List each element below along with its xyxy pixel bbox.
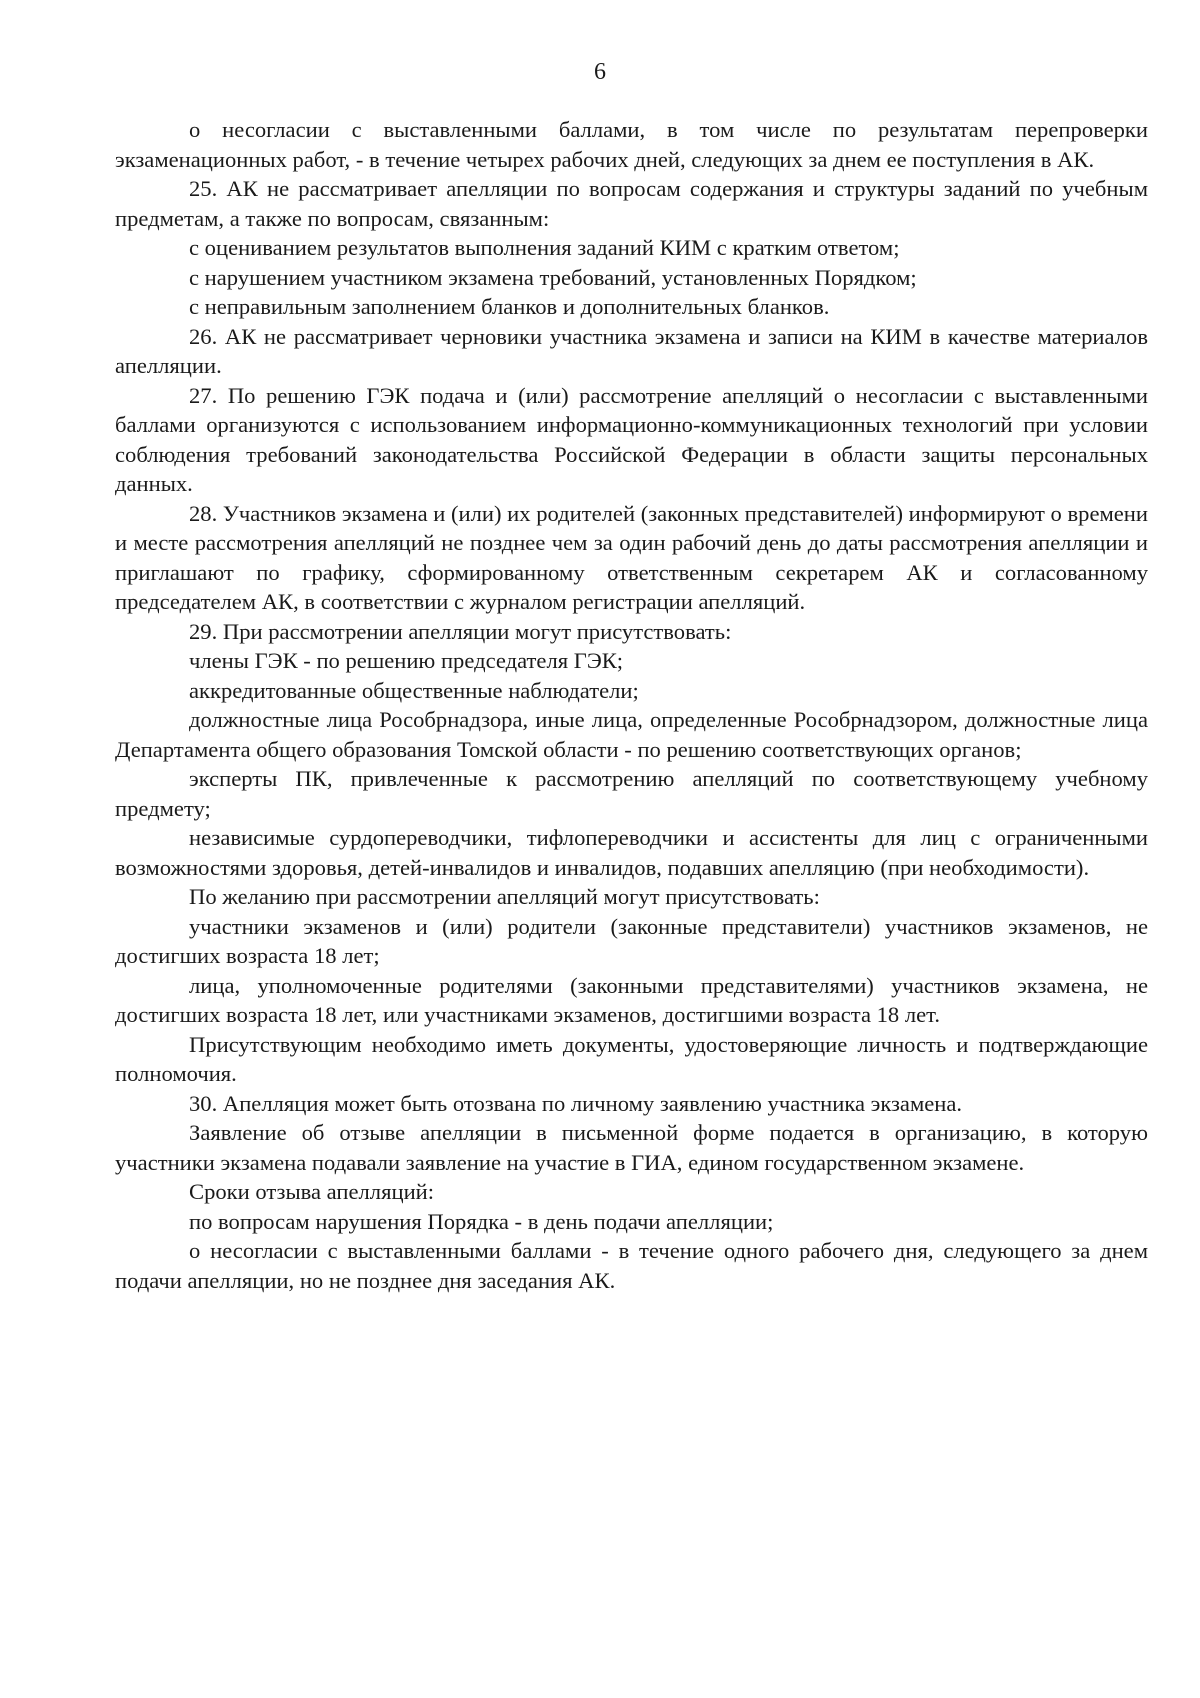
- list-item: члены ГЭК - по решению председателя ГЭК;: [189, 648, 624, 673]
- paragraph: По желанию при рассмотрении апелляций могут присутствовать:: [189, 884, 820, 909]
- list-item: с неправильным заполнением бланков и дополнительных бланков.: [189, 294, 830, 319]
- paragraph-29: 29. При рассмотрении апелляции могут присутствовать:: [189, 618, 732, 644]
- paragraph: Заявление об отзыве апелляции в письменной форме подается в организацию, в которую участники экзамена подавали заявление на участие в ГИА, едином государственном экзамене.: [115, 1120, 1148, 1175]
- paragraph-28: 28. Участников экзамена и (или) их родителей (законных представителей) информируют о времени и месте рассмотрения апелляций не позднее чем за один рабочий день до даты рассмотрения апелляции и приглашают по графику, сформированному ответственным секретарем АК и согласованному председателем АК, в соответствии с журналом регистрации апелляций.: [115, 500, 1148, 614]
- list-item: эксперты ПК, привлеченные к рассмотрению апелляций по соответствующему учебному предмету;: [115, 766, 1148, 821]
- document-body: [115, 115, 1148, 1295]
- paragraph: Присутствующим необходимо иметь документы, удостоверяющие личность и подтверждающие полномочия.: [115, 1031, 1148, 1086]
- list-item: лица, уполномоченные родителями (законными представителями) участников экзамена, не достигших возраста 18 лет, или участниками экзаменов, достигшими возраста 18 лет.: [115, 972, 1148, 1027]
- paragraph-30: 30. Апелляция может быть отозвана по личному заявлению участника экзамена.: [189, 1090, 963, 1116]
- list-item: независимые сурдопереводчики, тифлопереводчики и ассистенты для лиц с ограниченными возможностями здоровья, детей-инвалидов и инвалидов, подавших апелляцию (при необходимости).: [115, 825, 1148, 880]
- paragraph-25: 25. АК не рассматривает апелляции по вопросам содержания и структуры заданий по учебным предметам, а также по вопросам, связанным:: [115, 176, 1148, 231]
- page-number: 6: [594, 59, 606, 85]
- list-item: с нарушением участником экзамена требований, установленных Порядком;: [189, 264, 917, 290]
- list-item: с оцениванием результатов выполнения заданий КИМ с кратким ответом;: [189, 235, 900, 260]
- list-item: участники экзаменов и (или) родители (законные представители) участников экзаменов, не достигших возраста 18 лет;: [115, 913, 1148, 968]
- list-item: аккредитованные общественные наблюдатели;: [189, 677, 639, 703]
- paragraph: Сроки отзыва апелляций:: [189, 1179, 435, 1204]
- paragraph-27: 27. По решению ГЭК подача и (или) рассмотрение апелляций о несогласии с выставленными баллами организуются с использованием информационно-коммуникационных технологий при условии соблюдения требований законодательства Российской Федерации в области защиты персональных данных.: [115, 382, 1148, 496]
- paragraph-continuation: о несогласии с выставленными баллами, в том числе по результатам перепроверки экзаменационных работ, - в течение четырех рабочих дней, следующих за днем ее поступления в АК.: [115, 117, 1148, 172]
- list-item: должностные лица Рособрнадзора, иные лица, определенные Рособрнадзором, должностные лица Департамента общего образования Томской области - по решению соответствующих органов;: [115, 707, 1148, 762]
- list-item: по вопросам нарушения Порядка - в день подачи апелляции;: [189, 1208, 774, 1234]
- paragraph-26: 26. АК не рассматривает черновики участника экзамена и записи на КИМ в качестве материалов апелляции.: [115, 323, 1148, 378]
- list-item: о несогласии с выставленными баллами - в течение одного рабочего дня, следующего за днем подачи апелляции, но не позднее дня заседания АК.: [115, 1238, 1148, 1293]
